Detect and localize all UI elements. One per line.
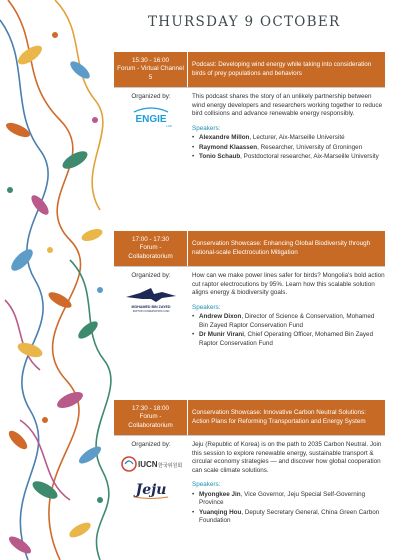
speaker-role: , Deputy Secretary General, China Green Carbon Foundation [199, 508, 380, 524]
jeju-logo-text: Jeju [135, 482, 167, 498]
speaker-item: • Tonio Schaub, Postdoctoral researcher, Aix-Marseille University [192, 153, 379, 160]
speaker-name: Alexandre Millon [199, 134, 250, 141]
speaker-name: Tonio Schaub [199, 153, 241, 160]
session-body [114, 88, 385, 163]
session-time: 17:00 - 17:30 [131, 235, 170, 243]
speaker-name: Yuanqing Hou [199, 508, 242, 516]
organizer-column [114, 441, 188, 527]
speaker-item: • Andrew Dixon, Director of Science & Conservation, Mohamed Bin Zayed Raptor Conservation Fund [192, 313, 375, 329]
speaker-name: Raymond Klaassen [199, 143, 258, 151]
decorative-leaf-border [0, 0, 112, 560]
speaker-item: • Raymond Klaassen, Researcher, University of Groningen [192, 143, 363, 151]
speakers-label: Speakers: [192, 481, 221, 488]
speaker-item: • Myongkee Jin, Vice Governor, Jeju Special Self-Governing Province [192, 490, 366, 506]
speaker-role: , Director of Science & Conservation, Mohamed Bin Zayed Raptor Conservation Fund [199, 313, 375, 329]
session-card [114, 231, 385, 349]
speaker-name: Andrew Dixon [199, 313, 242, 320]
speaker-role: , Postdoctoral researcher, Aix-Marseille University [240, 153, 379, 160]
session-details [188, 93, 385, 163]
speaker-item: • Alexandre Millon, Lecturer, Aix-Marseille Université [192, 134, 345, 141]
session-card [114, 52, 385, 163]
speaker-role: , Chief Operating Officer, Mohamed Bin Zayed Raptor Conservation Fund [199, 331, 374, 347]
organized-by-label: Organized by: [131, 441, 171, 448]
session-title: Podcast: Developing wind energy while taking into consideration birds of prey populations and behaviors [188, 52, 385, 87]
session-details [188, 441, 385, 527]
session-body [114, 267, 385, 349]
session-card [114, 400, 385, 527]
iucn-logo-text: IUCN [138, 460, 158, 469]
session-description: This podcast shares the story of an unlikely partnership between wind energy developers and researchers working together to reduce bird collisions and advance renewable energy responsibly. [192, 93, 383, 117]
session-description: How can we make power lines safer for birds? Mongolia's bold action cut raptor electrocutions by 95%. Learn how this scalable solution aligns energy & biodiversity goals. [192, 272, 385, 296]
organized-by-label: Organized by: [131, 93, 171, 100]
mbz-raptor-fund-logo [118, 285, 184, 315]
organized-by-label: Organized by: [131, 272, 171, 279]
engie-logo [128, 106, 174, 128]
iucn-logo-subtext: 한국위원회 [158, 463, 182, 469]
speakers-label: Speakers: [192, 124, 221, 132]
speaker-name: Dr Munir Virani [199, 331, 245, 338]
speakers-label: Speakers: [192, 303, 221, 311]
engie-logo-subtext: LAB [166, 124, 172, 128]
session-details [188, 272, 385, 349]
session-location: Forum - Collaboratorium [128, 244, 173, 260]
mbz-logo-text: MOHAMED BIN ZAYED [131, 305, 171, 309]
iucn-korea-logo [120, 454, 182, 474]
mbz-logo-subtext: RAPTOR CONSERVATION FUND [132, 310, 170, 313]
session-time: 15:30 - 16:00 [131, 56, 170, 64]
session-description: Jeju (Republic of Korea) is on the path to 2035 Carbon Neutral. Join this session to explore renewable energy, sustainable transport & circular economy strategies — and discover how global cooperation can scale climate solutions. [192, 441, 382, 474]
session-title: Conservation Showcase: Innovative Carbon Neutral Solutions: Action Plans for Reforming Transportation and Energy System [188, 400, 385, 435]
speaker-role: , Lecturer, Aix-Marseille Université [249, 134, 345, 141]
speaker-role: , Researcher, University of Groningen [257, 143, 363, 151]
page-title: THURSDAY 9 OCTOBER [148, 14, 341, 30]
organizer-column [114, 272, 188, 349]
session-header [114, 400, 385, 436]
organizer-column [114, 93, 188, 163]
speaker-role: , Vice Governor, Jeju Special Self-Governing Province [199, 490, 366, 506]
session-header [114, 231, 385, 267]
session-body [114, 436, 385, 527]
session-location: Forum - Collaboratorium [128, 413, 173, 429]
session-time-location [114, 52, 188, 87]
jeju-logo [126, 478, 176, 500]
session-time: 17:30 - 18:00 [131, 404, 170, 412]
session-title: Conservation Showcase: Enhancing Global Biodiversity through national-scale Electrocution Mitigation [188, 231, 385, 266]
engie-logo-text: ENGIE [135, 114, 167, 125]
session-time-location [114, 400, 188, 435]
session-header [114, 52, 385, 88]
session-time-location [114, 231, 188, 266]
speaker-item: • Yuanqing Hou, Deputy Secretary General, China Green Carbon Foundation [192, 508, 380, 524]
session-location: Forum - Virtual Channel 5 [117, 65, 184, 81]
speaker-item: • Dr Munir Virani, Chief Operating Officer, Mohamed Bin Zayed Raptor Conservation Fund [192, 331, 374, 347]
speaker-name: Myongkee Jin [199, 490, 241, 498]
